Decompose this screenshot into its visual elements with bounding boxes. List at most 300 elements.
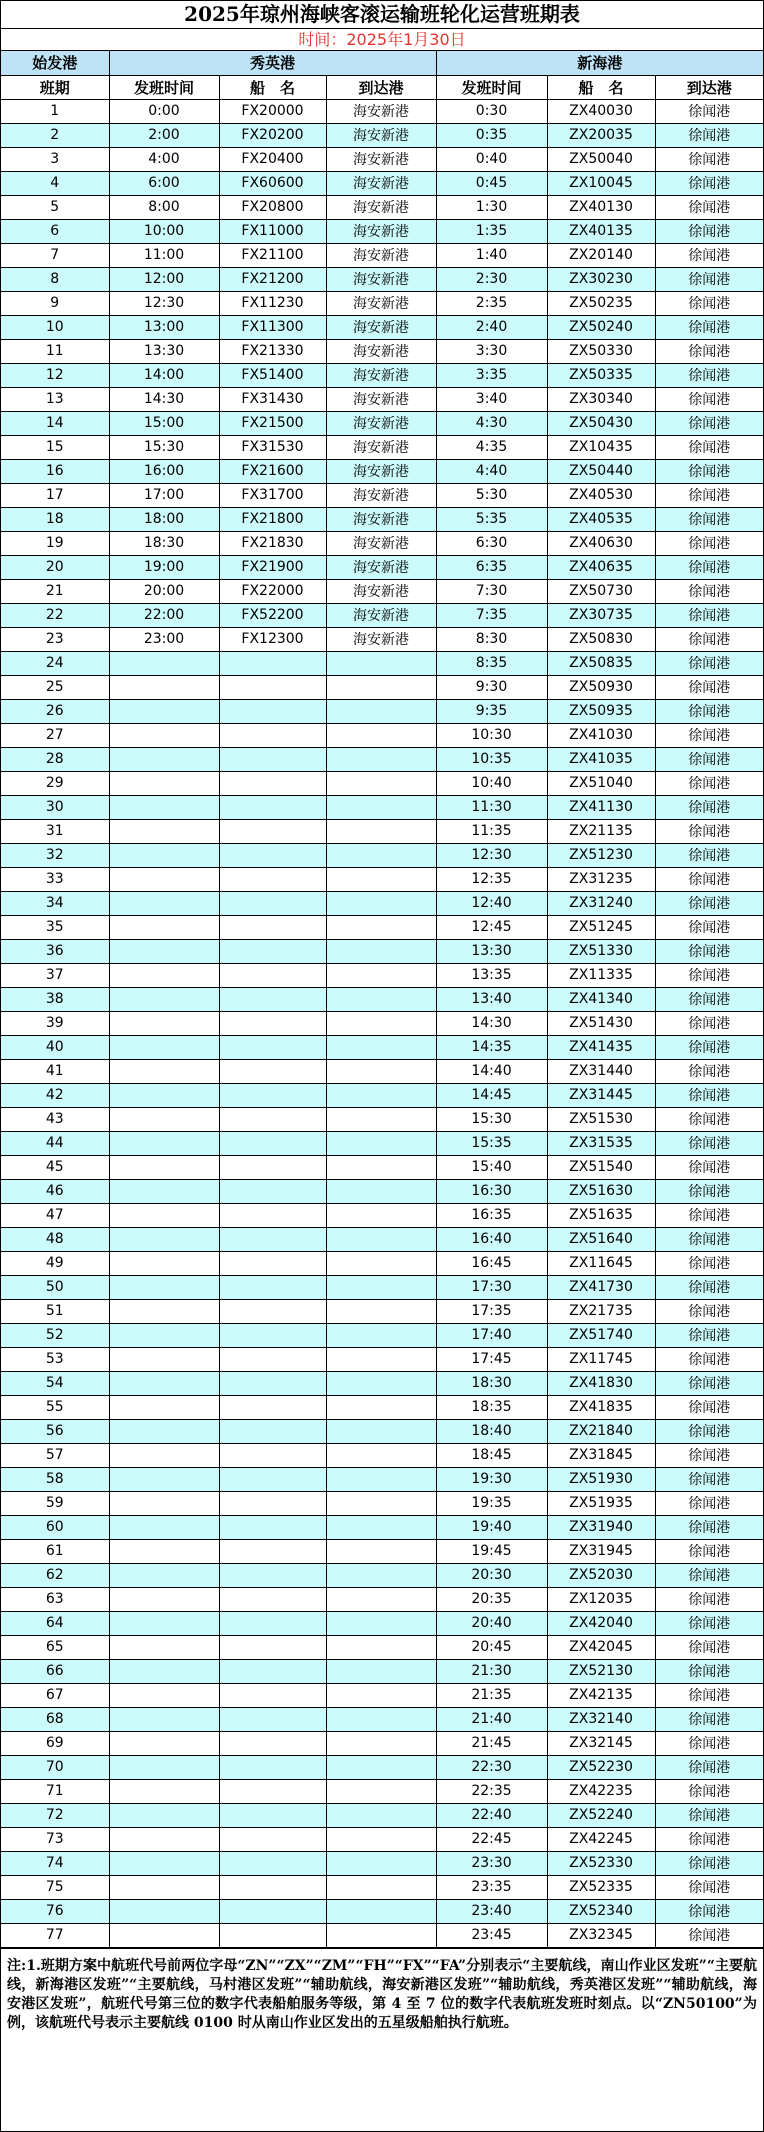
cell-b-ship: ZX40530 [547, 483, 655, 507]
cell-b-ship: ZX20035 [547, 123, 655, 147]
cell-b-destination: 徐闻港 [655, 1035, 763, 1059]
cell-a-destination: 海安新港 [326, 267, 436, 291]
cell-a-ship [219, 1587, 326, 1611]
cell-b-ship: ZX50730 [547, 579, 655, 603]
cell-b-destination: 徐闻港 [655, 1923, 763, 1947]
cell-b-destination: 徐闻港 [655, 99, 763, 123]
cell-b-departure-time: 17:35 [436, 1299, 547, 1323]
cell-a-ship [219, 699, 326, 723]
cell-a-destination: 海安新港 [326, 195, 436, 219]
cell-a-ship [219, 1131, 326, 1155]
cell-a-ship: FX52200 [219, 603, 326, 627]
cell-b-destination: 徐闻港 [655, 459, 763, 483]
cell-a-ship: FX20800 [219, 195, 326, 219]
cell-b-destination: 徐闻港 [655, 939, 763, 963]
cell-b-departure-time: 5:30 [436, 483, 547, 507]
cell-a-departure-time [109, 1683, 219, 1707]
cell-b-destination: 徐闻港 [655, 1371, 763, 1395]
cell-b-destination: 徐闻港 [655, 843, 763, 867]
cell-a-departure-time [109, 891, 219, 915]
cell-a-ship [219, 723, 326, 747]
cell-seq: 77 [1, 1923, 109, 1947]
cell-a-departure-time: 17:00 [109, 483, 219, 507]
cell-a-destination [326, 1083, 436, 1107]
cell-b-departure-time: 16:40 [436, 1227, 547, 1251]
cell-a-ship [219, 1275, 326, 1299]
cell-a-destination: 海安新港 [326, 435, 436, 459]
cell-b-departure-time: 18:45 [436, 1443, 547, 1467]
cell-a-ship [219, 891, 326, 915]
cell-b-ship: ZX40535 [547, 507, 655, 531]
cell-a-ship [219, 1107, 326, 1131]
cell-seq: 10 [1, 315, 109, 339]
cell-a-destination [326, 1899, 436, 1923]
cell-b-departure-time: 8:30 [436, 627, 547, 651]
col-header-b-time: 发班时间 [436, 75, 547, 99]
cell-a-ship [219, 1875, 326, 1899]
table-row [1, 1923, 763, 1947]
cell-a-ship [219, 1203, 326, 1227]
cell-b-destination: 徐闻港 [655, 627, 763, 651]
table-row [1, 747, 763, 771]
cell-b-destination: 徐闻港 [655, 915, 763, 939]
table-row [1, 1107, 763, 1131]
cell-a-destination [326, 819, 436, 843]
cell-seq: 65 [1, 1635, 109, 1659]
cell-a-ship [219, 1299, 326, 1323]
cell-b-ship: ZX31235 [547, 867, 655, 891]
cell-a-ship [219, 963, 326, 987]
cell-seq: 26 [1, 699, 109, 723]
cell-b-ship: ZX52130 [547, 1659, 655, 1683]
cell-a-destination [326, 651, 436, 675]
cell-b-departure-time: 2:40 [436, 315, 547, 339]
cell-b-destination: 徐闻港 [655, 795, 763, 819]
cell-b-destination: 徐闻港 [655, 771, 763, 795]
cell-b-destination: 徐闻港 [655, 1899, 763, 1923]
cell-a-ship: FX22000 [219, 579, 326, 603]
cell-a-departure-time [109, 915, 219, 939]
cell-seq: 16 [1, 459, 109, 483]
cell-b-ship: ZX51040 [547, 771, 655, 795]
cell-a-destination [326, 1923, 436, 1947]
cell-b-destination: 徐闻港 [655, 987, 763, 1011]
cell-b-ship: ZX21840 [547, 1419, 655, 1443]
port-a-header: 秀英港 [109, 51, 436, 75]
cell-b-departure-time: 0:40 [436, 147, 547, 171]
table-row [1, 219, 763, 243]
cell-a-ship: FX60600 [219, 171, 326, 195]
cell-a-departure-time [109, 867, 219, 891]
table-row [1, 1275, 763, 1299]
cell-a-ship [219, 1443, 326, 1467]
cell-b-departure-time: 14:35 [436, 1035, 547, 1059]
cell-a-departure-time [109, 963, 219, 987]
cell-b-ship: ZX50235 [547, 291, 655, 315]
cell-b-destination: 徐闻港 [655, 507, 763, 531]
cell-a-ship: FX51400 [219, 363, 326, 387]
cell-a-ship [219, 1155, 326, 1179]
table-row [1, 267, 763, 291]
cell-a-departure-time [109, 1395, 219, 1419]
cell-a-destination: 海安新港 [326, 243, 436, 267]
cell-a-ship: FX11000 [219, 219, 326, 243]
cell-a-destination [326, 1635, 436, 1659]
cell-b-departure-time: 16:30 [436, 1179, 547, 1203]
cell-b-ship: ZX51640 [547, 1227, 655, 1251]
cell-a-departure-time [109, 987, 219, 1011]
cell-b-departure-time: 17:40 [436, 1323, 547, 1347]
page-title: 2025年琼州海峡客滚运输班轮化运营班期表 [1, 1, 763, 29]
cell-seq: 7 [1, 243, 109, 267]
cell-a-departure-time [109, 1155, 219, 1179]
cell-b-ship: ZX41435 [547, 1035, 655, 1059]
table-row [1, 843, 763, 867]
cell-seq: 12 [1, 363, 109, 387]
cell-a-departure-time [109, 1059, 219, 1083]
cell-seq: 13 [1, 387, 109, 411]
cell-b-departure-time: 17:30 [436, 1275, 547, 1299]
table-row [1, 123, 763, 147]
cell-b-destination: 徐闻港 [655, 1611, 763, 1635]
cell-a-ship [219, 1923, 326, 1947]
cell-a-destination [326, 1107, 436, 1131]
cell-b-ship: ZX51630 [547, 1179, 655, 1203]
col-header-a-time: 发班时间 [109, 75, 219, 99]
cell-a-destination [326, 1851, 436, 1875]
cell-a-destination: 海安新港 [326, 171, 436, 195]
cell-b-destination: 徐闻港 [655, 123, 763, 147]
cell-seq: 17 [1, 483, 109, 507]
cell-b-departure-time: 15:35 [436, 1131, 547, 1155]
cell-b-departure-time: 22:30 [436, 1755, 547, 1779]
cell-b-departure-time: 18:35 [436, 1395, 547, 1419]
cell-a-departure-time [109, 771, 219, 795]
cell-seq: 45 [1, 1155, 109, 1179]
cell-a-departure-time [109, 699, 219, 723]
cell-a-departure-time: 13:30 [109, 339, 219, 363]
table-row [1, 147, 763, 171]
cell-b-departure-time: 15:40 [436, 1155, 547, 1179]
cell-a-destination: 海安新港 [326, 603, 436, 627]
cell-seq: 40 [1, 1035, 109, 1059]
cell-a-departure-time [109, 1851, 219, 1875]
cell-b-destination: 徐闻港 [655, 1155, 763, 1179]
cell-b-departure-time: 17:45 [436, 1347, 547, 1371]
cell-b-destination: 徐闻港 [655, 1779, 763, 1803]
table-row [1, 1083, 763, 1107]
cell-a-ship [219, 1323, 326, 1347]
cell-a-departure-time [109, 1803, 219, 1827]
cell-b-destination: 徐闻港 [655, 531, 763, 555]
cell-b-destination: 徐闻港 [655, 723, 763, 747]
cell-a-departure-time [109, 1875, 219, 1899]
col-header-a-dest: 到达港 [326, 75, 436, 99]
table-row [1, 1563, 763, 1587]
cell-a-destination [326, 1779, 436, 1803]
cell-seq: 69 [1, 1731, 109, 1755]
cell-b-departure-time: 14:40 [436, 1059, 547, 1083]
cell-b-destination: 徐闻港 [655, 219, 763, 243]
cell-b-departure-time: 16:35 [436, 1203, 547, 1227]
cell-a-departure-time: 23:00 [109, 627, 219, 651]
cell-seq: 52 [1, 1323, 109, 1347]
cell-b-departure-time: 8:35 [436, 651, 547, 675]
cell-b-destination: 徐闻港 [655, 747, 763, 771]
table-row [1, 1515, 763, 1539]
cell-b-departure-time: 6:30 [436, 531, 547, 555]
cell-a-destination: 海安新港 [326, 123, 436, 147]
cell-a-destination: 海安新港 [326, 627, 436, 651]
cell-a-departure-time [109, 1107, 219, 1131]
cell-a-ship: FX21600 [219, 459, 326, 483]
cell-a-destination [326, 1035, 436, 1059]
cell-seq: 24 [1, 651, 109, 675]
cell-a-ship [219, 1539, 326, 1563]
cell-b-ship: ZX40135 [547, 219, 655, 243]
cell-seq: 6 [1, 219, 109, 243]
cell-b-destination: 徐闻港 [655, 891, 763, 915]
cell-a-ship [219, 675, 326, 699]
cell-b-departure-time: 0:45 [436, 171, 547, 195]
cell-b-ship: ZX42045 [547, 1635, 655, 1659]
cell-b-destination: 徐闻港 [655, 1851, 763, 1875]
table-row [1, 819, 763, 843]
cell-b-ship: ZX50430 [547, 411, 655, 435]
table-row [1, 171, 763, 195]
cell-b-destination: 徐闻港 [655, 291, 763, 315]
cell-a-departure-time: 13:00 [109, 315, 219, 339]
cell-b-ship: ZX51635 [547, 1203, 655, 1227]
cell-seq: 3 [1, 147, 109, 171]
cell-b-departure-time: 19:40 [436, 1515, 547, 1539]
cell-b-destination: 徐闻港 [655, 195, 763, 219]
cell-seq: 72 [1, 1803, 109, 1827]
cell-b-ship: ZX52240 [547, 1803, 655, 1827]
cell-a-destination [326, 1827, 436, 1851]
cell-b-departure-time: 1:30 [436, 195, 547, 219]
cell-a-destination [326, 1443, 436, 1467]
cell-b-ship: ZX30230 [547, 267, 655, 291]
cell-a-ship: FX21200 [219, 267, 326, 291]
cell-a-destination [326, 1251, 436, 1275]
cell-a-ship [219, 1179, 326, 1203]
cell-b-departure-time: 22:40 [436, 1803, 547, 1827]
table-row [1, 1707, 763, 1731]
table-row [1, 1035, 763, 1059]
cell-seq: 9 [1, 291, 109, 315]
cell-b-departure-time: 0:30 [436, 99, 547, 123]
cell-a-ship: FX20200 [219, 123, 326, 147]
cell-a-ship [219, 771, 326, 795]
cell-b-destination: 徐闻港 [655, 1395, 763, 1419]
cell-seq: 50 [1, 1275, 109, 1299]
cell-seq: 44 [1, 1131, 109, 1155]
table-row [1, 987, 763, 1011]
cell-b-ship: ZX52230 [547, 1755, 655, 1779]
cell-seq: 34 [1, 891, 109, 915]
cell-a-departure-time: 10:00 [109, 219, 219, 243]
cell-b-ship: ZX50040 [547, 147, 655, 171]
table-row [1, 1251, 763, 1275]
cell-b-departure-time: 4:30 [436, 411, 547, 435]
table-row [1, 1731, 763, 1755]
cell-seq: 37 [1, 963, 109, 987]
cell-b-destination: 徐闻港 [655, 411, 763, 435]
table-row [1, 1131, 763, 1155]
cell-b-departure-time: 22:35 [436, 1779, 547, 1803]
cell-a-destination [326, 795, 436, 819]
cell-b-departure-time: 10:40 [436, 771, 547, 795]
cell-seq: 4 [1, 171, 109, 195]
cell-a-ship [219, 1563, 326, 1587]
cell-a-ship [219, 1707, 326, 1731]
cell-b-destination: 徐闻港 [655, 387, 763, 411]
cell-b-ship: ZX41730 [547, 1275, 655, 1299]
cell-b-destination: 徐闻港 [655, 171, 763, 195]
table-row [1, 1779, 763, 1803]
cell-seq: 23 [1, 627, 109, 651]
cell-b-destination: 徐闻港 [655, 1875, 763, 1899]
cell-a-destination [326, 1155, 436, 1179]
cell-a-departure-time: 0:00 [109, 99, 219, 123]
cell-b-ship: ZX51540 [547, 1155, 655, 1179]
cell-a-destination [326, 891, 436, 915]
table-row [1, 339, 763, 363]
cell-a-ship [219, 747, 326, 771]
table-row [1, 507, 763, 531]
cell-b-destination: 徐闻港 [655, 1419, 763, 1443]
cell-a-destination: 海安新港 [326, 219, 436, 243]
cell-b-ship: ZX50835 [547, 651, 655, 675]
cell-b-ship: ZX51930 [547, 1467, 655, 1491]
cell-a-departure-time [109, 747, 219, 771]
cell-b-ship: ZX50930 [547, 675, 655, 699]
origin-port-label: 始发港 [1, 51, 109, 75]
cell-a-destination [326, 1275, 436, 1299]
cell-a-departure-time: 8:00 [109, 195, 219, 219]
cell-b-departure-time: 21:30 [436, 1659, 547, 1683]
cell-a-departure-time [109, 1611, 219, 1635]
cell-b-ship: ZX32145 [547, 1731, 655, 1755]
cell-seq: 20 [1, 555, 109, 579]
cell-b-departure-time: 23:35 [436, 1875, 547, 1899]
cell-a-departure-time: 12:00 [109, 267, 219, 291]
cell-b-departure-time: 13:35 [436, 963, 547, 987]
cell-a-destination [326, 1323, 436, 1347]
cell-a-destination [326, 1515, 436, 1539]
table-row [1, 1683, 763, 1707]
col-header-a-ship: 船 名 [219, 75, 326, 99]
table-row [1, 363, 763, 387]
cell-seq: 76 [1, 1899, 109, 1923]
cell-seq: 35 [1, 915, 109, 939]
cell-seq: 28 [1, 747, 109, 771]
cell-b-ship: ZX31240 [547, 891, 655, 915]
cell-a-departure-time [109, 1083, 219, 1107]
cell-b-ship: ZX10435 [547, 435, 655, 459]
table-row [1, 555, 763, 579]
cell-b-destination: 徐闻港 [655, 651, 763, 675]
cell-seq: 71 [1, 1779, 109, 1803]
cell-a-ship: FX21100 [219, 243, 326, 267]
cell-b-departure-time: 6:35 [436, 555, 547, 579]
cell-a-ship [219, 1227, 326, 1251]
cell-seq: 42 [1, 1083, 109, 1107]
cell-b-ship: ZX41030 [547, 723, 655, 747]
cell-b-ship: ZX40030 [547, 99, 655, 123]
cell-seq: 25 [1, 675, 109, 699]
cell-b-departure-time: 7:30 [436, 579, 547, 603]
cell-seq: 51 [1, 1299, 109, 1323]
table-row [1, 1011, 763, 1035]
table-row [1, 1467, 763, 1491]
table-row [1, 891, 763, 915]
cell-a-destination [326, 723, 436, 747]
cell-b-departure-time: 12:35 [436, 867, 547, 891]
cell-a-departure-time [109, 1779, 219, 1803]
cell-a-destination [326, 747, 436, 771]
cell-a-destination [326, 1683, 436, 1707]
cell-a-departure-time [109, 1923, 219, 1947]
cell-a-departure-time [109, 1755, 219, 1779]
cell-b-destination: 徐闻港 [655, 1683, 763, 1707]
cell-a-destination [326, 1755, 436, 1779]
table-row [1, 1371, 763, 1395]
cell-a-departure-time [109, 1731, 219, 1755]
cell-b-departure-time: 16:45 [436, 1251, 547, 1275]
cell-seq: 73 [1, 1827, 109, 1851]
cell-a-destination [326, 843, 436, 867]
cell-a-departure-time: 15:00 [109, 411, 219, 435]
table-row [1, 1587, 763, 1611]
cell-seq: 30 [1, 795, 109, 819]
cell-a-departure-time [109, 1587, 219, 1611]
cell-b-ship: ZX50335 [547, 363, 655, 387]
cell-seq: 29 [1, 771, 109, 795]
table-row [1, 1299, 763, 1323]
cell-b-ship: ZX40635 [547, 555, 655, 579]
cell-a-destination [326, 1611, 436, 1635]
cell-seq: 59 [1, 1491, 109, 1515]
cell-b-departure-time: 12:40 [436, 891, 547, 915]
cell-b-ship: ZX51245 [547, 915, 655, 939]
cell-a-ship [219, 1755, 326, 1779]
cell-a-ship: FX20400 [219, 147, 326, 171]
cell-a-ship [219, 1371, 326, 1395]
cell-b-destination: 徐闻港 [655, 267, 763, 291]
cell-a-departure-time [109, 1323, 219, 1347]
cell-a-ship [219, 795, 326, 819]
cell-a-ship [219, 1035, 326, 1059]
cell-a-departure-time: 22:00 [109, 603, 219, 627]
table-row [1, 699, 763, 723]
cell-seq: 14 [1, 411, 109, 435]
cell-a-departure-time [109, 1563, 219, 1587]
cell-b-ship: ZX50330 [547, 339, 655, 363]
cell-b-departure-time: 13:30 [436, 939, 547, 963]
cell-a-ship: FX31530 [219, 435, 326, 459]
cell-b-destination: 徐闻港 [655, 1275, 763, 1299]
cell-b-destination: 徐闻港 [655, 1011, 763, 1035]
cell-seq: 68 [1, 1707, 109, 1731]
cell-b-ship: ZX40130 [547, 195, 655, 219]
cell-b-departure-time: 19:45 [436, 1539, 547, 1563]
table-row [1, 99, 763, 123]
header-row-ports [1, 51, 763, 75]
cell-b-destination: 徐闻港 [655, 1635, 763, 1659]
table-row [1, 1059, 763, 1083]
